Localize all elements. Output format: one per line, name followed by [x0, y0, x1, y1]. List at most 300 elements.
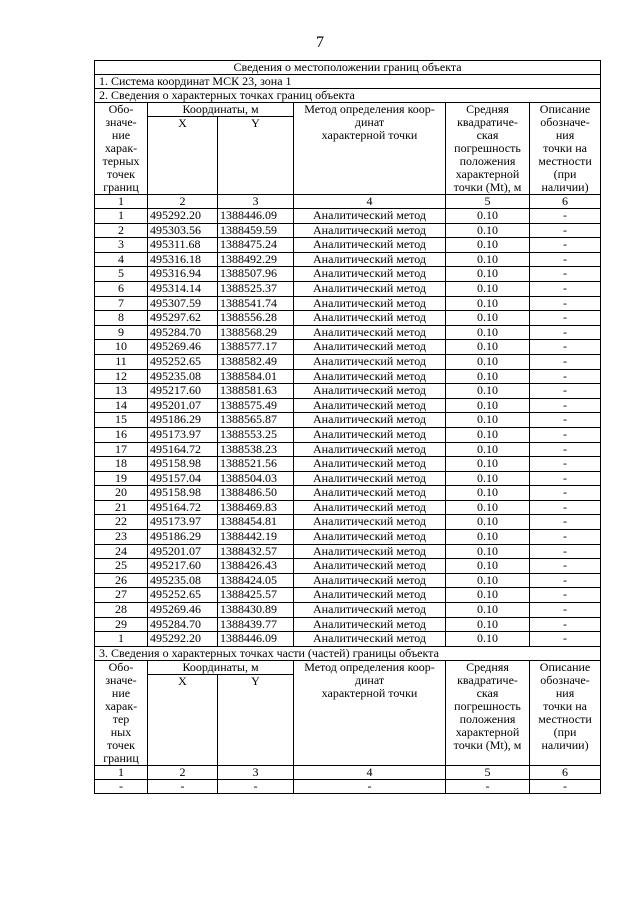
- error-header: [446, 103, 530, 195]
- x-coordinate: 495217.60: [148, 384, 218, 399]
- point-number: 22: [95, 515, 148, 530]
- point-number: 3: [95, 238, 148, 253]
- mean-error: 0.10: [446, 354, 530, 369]
- header-line: обозначе-: [540, 115, 590, 129]
- x-coordinate: 495201.07: [148, 544, 218, 559]
- table-row: [95, 457, 601, 472]
- x-coordinate: 495164.72: [148, 500, 218, 515]
- section-2-row: [95, 89, 601, 103]
- method: Аналитический метод: [294, 311, 446, 326]
- column-number: 2: [148, 765, 218, 779]
- mean-error: 0.10: [446, 442, 530, 457]
- method: Аналитический метод: [294, 442, 446, 457]
- header-line: харак-: [104, 698, 138, 713]
- column-number: 3: [218, 765, 294, 779]
- table-row: [95, 340, 601, 355]
- x-coordinate: 495269.46: [148, 340, 218, 355]
- section-2-header-row-1: [95, 103, 601, 117]
- x-coordinate: 495252.65: [148, 588, 218, 603]
- header-line: ния: [555, 685, 575, 700]
- mean-error: 0.10: [446, 471, 530, 486]
- section-1-title: 1. Система координат МСК 23, зона 1: [95, 75, 601, 89]
- description: -: [530, 252, 601, 267]
- x-coordinate: 495284.70: [148, 617, 218, 632]
- mean-error: 0.10: [446, 384, 530, 399]
- mean-error: 0.10: [446, 603, 530, 618]
- column-number: 6: [530, 195, 601, 209]
- mean-error: 0.10: [446, 573, 530, 588]
- y-coordinate: 1388426.43: [218, 559, 294, 574]
- designation-header: [95, 103, 148, 195]
- section-2-column-numbers: [95, 195, 601, 209]
- x-coordinate: 495201.07: [148, 398, 218, 413]
- table-row: [95, 267, 601, 282]
- method: Аналитический метод: [294, 223, 446, 238]
- column-number: 1: [95, 195, 148, 209]
- point-number: 7: [95, 296, 148, 311]
- table-row: [95, 442, 601, 457]
- x-coordinate: 495303.56: [148, 223, 218, 238]
- section-3-header-row-1: [95, 660, 601, 674]
- table-row: [95, 238, 601, 253]
- table-row: [95, 296, 601, 311]
- method: Аналитический метод: [294, 296, 446, 311]
- y-coordinate: 1388469.83: [218, 500, 294, 515]
- header-line: точки (Mt), м: [453, 180, 522, 194]
- method: Аналитический метод: [294, 238, 446, 253]
- table-row: [95, 252, 601, 267]
- table-row: [95, 515, 601, 530]
- method: Аналитический метод: [294, 384, 446, 399]
- description: -: [530, 413, 601, 428]
- header-line: границ: [103, 750, 139, 765]
- x-coordinate: 495307.59: [148, 296, 218, 311]
- header-line: Обо-: [108, 102, 134, 116]
- point-number: 1: [95, 209, 148, 224]
- point-number: 10: [95, 340, 148, 355]
- table-row: [95, 500, 601, 515]
- description: -: [530, 486, 601, 501]
- description: -: [530, 603, 601, 618]
- header-line: наличии): [541, 737, 589, 752]
- description: -: [530, 588, 601, 603]
- method: Аналитический метод: [294, 354, 446, 369]
- section-3-column-numbers: [95, 765, 601, 779]
- mean-error: 0.10: [446, 413, 530, 428]
- point-number: -: [95, 779, 148, 794]
- point-number: 15: [95, 413, 148, 428]
- point-number: 2: [95, 223, 148, 238]
- description: -: [530, 544, 601, 559]
- mean-error: 0.10: [446, 209, 530, 224]
- point-number: 16: [95, 427, 148, 442]
- point-number: 26: [95, 573, 148, 588]
- method: Аналитический метод: [294, 325, 446, 340]
- table-row: [95, 530, 601, 545]
- description: -: [530, 442, 601, 457]
- page-number: 7: [316, 34, 324, 51]
- header-line: погрешность: [454, 141, 521, 155]
- y-coordinate: 1388475.24: [218, 238, 294, 253]
- mean-error: 0.10: [446, 588, 530, 603]
- method: Аналитический метод: [294, 573, 446, 588]
- method: Аналитический метод: [294, 427, 446, 442]
- y-header: Y: [218, 674, 294, 765]
- x-coordinate: 495269.46: [148, 603, 218, 618]
- column-number: 1: [95, 765, 148, 779]
- x-coordinate: 495297.62: [148, 311, 218, 326]
- method: Аналитический метод: [294, 632, 446, 647]
- mean-error: 0.10: [446, 238, 530, 253]
- x-coordinate: 495157.04: [148, 471, 218, 486]
- description: -: [530, 311, 601, 326]
- header-line: характерной точки: [321, 685, 418, 700]
- method: Аналитический метод: [294, 369, 446, 384]
- method: Аналитический метод: [294, 398, 446, 413]
- column-number: 6: [530, 765, 601, 779]
- table-row: [95, 427, 601, 442]
- method: Аналитический метод: [294, 340, 446, 355]
- table-row: [95, 281, 601, 296]
- point-number: 14: [95, 398, 148, 413]
- header-line: тер: [112, 711, 130, 726]
- table-row: [95, 325, 601, 340]
- y-coordinate: 1388507.96: [218, 267, 294, 282]
- table-row: [95, 603, 601, 618]
- x-coordinate: 495158.98: [148, 486, 218, 501]
- method: Аналитический метод: [294, 544, 446, 559]
- mean-error: 0.10: [446, 281, 530, 296]
- y-coordinate: -: [218, 779, 294, 794]
- mean-error: 0.10: [446, 457, 530, 472]
- x-header: X: [148, 674, 218, 765]
- y-coordinate: 1388541.74: [218, 296, 294, 311]
- description: -: [530, 369, 601, 384]
- y-coordinate: 1388432.57: [218, 544, 294, 559]
- mean-error: 0.10: [446, 427, 530, 442]
- mean-error: 0.10: [446, 398, 530, 413]
- mean-error: 0.10: [446, 325, 530, 340]
- method: Аналитический метод: [294, 617, 446, 632]
- mean-error: 0.10: [446, 515, 530, 530]
- table-row: [95, 559, 601, 574]
- table-row: [95, 369, 601, 384]
- header-line: ние: [111, 128, 131, 142]
- description-header: [530, 103, 601, 195]
- y-coordinate: 1388486.50: [218, 486, 294, 501]
- description: -: [530, 281, 601, 296]
- x-coordinate: -: [148, 779, 218, 794]
- y-coordinate: 1388575.49: [218, 398, 294, 413]
- table-row: [95, 486, 601, 501]
- header-line: точки на: [543, 141, 587, 155]
- header-line: точек: [107, 167, 135, 181]
- section-2-title: 2. Сведения о характерных точках границ объекта: [95, 89, 601, 103]
- coordinates-header: Координаты, м: [148, 103, 294, 117]
- section-3-row: [95, 646, 601, 660]
- y-coordinate: 1388492.29: [218, 252, 294, 267]
- mean-error: 0.10: [446, 223, 530, 238]
- header-line: Описание: [539, 660, 591, 674]
- header-line: харак-: [104, 141, 138, 155]
- method-header: [294, 103, 446, 195]
- column-number: 5: [446, 195, 530, 209]
- header-line: (при: [553, 724, 577, 739]
- y-coordinate: 1388582.49: [218, 354, 294, 369]
- mean-error: 0.10: [446, 252, 530, 267]
- mean-error: 0.10: [446, 340, 530, 355]
- y-coordinate: 1388459.59: [218, 223, 294, 238]
- method: Аналитический метод: [294, 603, 446, 618]
- point-number: 5: [95, 267, 148, 282]
- designation-header: [95, 660, 148, 765]
- method: Аналитический метод: [294, 559, 446, 574]
- point-number: 21: [95, 500, 148, 515]
- header-line: Средняя: [466, 102, 509, 116]
- y-coordinate: 1388581.63: [218, 384, 294, 399]
- header-line: Метод определения коор-: [304, 102, 435, 116]
- point-number: 1: [95, 632, 148, 647]
- description: -: [530, 515, 601, 530]
- table-row: [95, 471, 601, 486]
- header-line: Обо-: [108, 660, 134, 674]
- mean-error: 0.10: [446, 544, 530, 559]
- point-number: 29: [95, 617, 148, 632]
- header-line: обозначе-: [540, 672, 590, 687]
- table-row: [95, 413, 601, 428]
- header-line: ных: [110, 724, 132, 739]
- description: -: [530, 238, 601, 253]
- header-line: точек: [107, 737, 135, 752]
- point-number: 6: [95, 281, 148, 296]
- header-line: значе-: [105, 672, 137, 687]
- description: -: [530, 296, 601, 311]
- method: -: [294, 779, 446, 794]
- table-row: [95, 311, 601, 326]
- y-header: Y: [218, 117, 294, 195]
- x-coordinate: 495252.65: [148, 354, 218, 369]
- method: Аналитический метод: [294, 413, 446, 428]
- header-line: точки (Mt), м: [453, 737, 522, 752]
- x-coordinate: 495217.60: [148, 559, 218, 574]
- description: -: [530, 779, 601, 794]
- point-number: 18: [95, 457, 148, 472]
- y-coordinate: 1388446.09: [218, 632, 294, 647]
- column-number: 4: [294, 195, 446, 209]
- point-number: 27: [95, 588, 148, 603]
- table-title-row: [95, 61, 601, 75]
- method: Аналитический метод: [294, 588, 446, 603]
- header-line: ния: [555, 128, 575, 142]
- y-coordinate: 1388525.37: [218, 281, 294, 296]
- coordinates-table: [94, 60, 601, 794]
- y-coordinate: 1388556.28: [218, 311, 294, 326]
- x-coordinate: 495173.97: [148, 515, 218, 530]
- mean-error: 0.10: [446, 267, 530, 282]
- table-row: [95, 544, 601, 559]
- mean-error: 0.10: [446, 369, 530, 384]
- x-coordinate: 495311.68: [148, 238, 218, 253]
- y-coordinate: 1388424.05: [218, 573, 294, 588]
- header-line: местности: [538, 711, 592, 726]
- x-coordinate: 495235.08: [148, 369, 218, 384]
- description: -: [530, 632, 601, 647]
- description: -: [530, 457, 601, 472]
- x-coordinate: 495292.20: [148, 209, 218, 224]
- coordinates-header: Координаты, м: [148, 660, 294, 674]
- table-title: Сведения о местоположении границ объекта: [95, 61, 601, 75]
- point-number: 28: [95, 603, 148, 618]
- header-line: наличии): [541, 180, 589, 194]
- header-line: (при: [553, 167, 577, 181]
- description: -: [530, 325, 601, 340]
- y-coordinate: 1388521.56: [218, 457, 294, 472]
- method: Аналитический метод: [294, 457, 446, 472]
- header-line: терных: [102, 154, 140, 168]
- section-1-row: [95, 75, 601, 89]
- description: -: [530, 223, 601, 238]
- method: Аналитический метод: [294, 252, 446, 267]
- column-number: 2: [148, 195, 218, 209]
- y-coordinate: 1388577.17: [218, 340, 294, 355]
- header-line: характерной точки: [321, 128, 418, 142]
- header-line: Описание: [539, 102, 591, 116]
- table-row: [95, 398, 601, 413]
- mean-error: 0.10: [446, 632, 530, 647]
- description: -: [530, 559, 601, 574]
- header-line: положения: [459, 154, 516, 168]
- y-coordinate: 1388565.87: [218, 413, 294, 428]
- header-line: значе-: [105, 115, 137, 129]
- description: -: [530, 267, 601, 282]
- table-row: [95, 632, 601, 647]
- method: Аналитический метод: [294, 486, 446, 501]
- x-coordinate: 495186.29: [148, 413, 218, 428]
- description: -: [530, 398, 601, 413]
- method: Аналитический метод: [294, 209, 446, 224]
- error-header: [446, 660, 530, 765]
- mean-error: 0.10: [446, 311, 530, 326]
- x-coordinate: 495316.94: [148, 267, 218, 282]
- point-number: 12: [95, 369, 148, 384]
- header-line: квадратиче-: [457, 115, 518, 129]
- header-line: ние: [111, 685, 131, 700]
- table-row: [95, 384, 601, 399]
- x-coordinate: 495186.29: [148, 530, 218, 545]
- table-row: [95, 354, 601, 369]
- method: Аналитический метод: [294, 267, 446, 282]
- point-number: 13: [95, 384, 148, 399]
- y-coordinate: 1388430.89: [218, 603, 294, 618]
- table-row: [95, 209, 601, 224]
- header-line: квадратиче-: [457, 672, 518, 687]
- y-coordinate: 1388439.77: [218, 617, 294, 632]
- description: -: [530, 530, 601, 545]
- method: Аналитический метод: [294, 471, 446, 486]
- y-coordinate: 1388553.25: [218, 427, 294, 442]
- table-row: [95, 617, 601, 632]
- mean-error: 0.10: [446, 530, 530, 545]
- method-header: [294, 660, 446, 765]
- header-line: погрешность: [454, 698, 521, 713]
- method: Аналитический метод: [294, 530, 446, 545]
- x-coordinate: 495235.08: [148, 573, 218, 588]
- description: -: [530, 617, 601, 632]
- header-line: Метод определения коор-: [304, 660, 435, 674]
- header-line: характерной: [455, 167, 520, 181]
- header-line: ская: [476, 128, 499, 142]
- header-line: динат: [354, 672, 385, 687]
- mean-error: 0.10: [446, 617, 530, 632]
- y-coordinate: 1388584.01: [218, 369, 294, 384]
- point-number: 23: [95, 530, 148, 545]
- x-coordinate: 495284.70: [148, 325, 218, 340]
- description: -: [530, 427, 601, 442]
- table-row: [95, 223, 601, 238]
- point-number: 24: [95, 544, 148, 559]
- header-line: местности: [538, 154, 592, 168]
- column-number: 5: [446, 765, 530, 779]
- point-number: 4: [95, 252, 148, 267]
- header-line: границ: [103, 180, 139, 194]
- header-line: положения: [459, 711, 516, 726]
- column-number: 4: [294, 765, 446, 779]
- x-coordinate: 495292.20: [148, 632, 218, 647]
- description: -: [530, 573, 601, 588]
- method: Аналитический метод: [294, 500, 446, 515]
- x-header: X: [148, 117, 218, 195]
- column-number: 3: [218, 195, 294, 209]
- section-3-title: 3. Сведения о характерных точках части (частей) границы объекта: [95, 646, 601, 660]
- description: -: [530, 354, 601, 369]
- header-line: характерной: [455, 724, 520, 739]
- y-coordinate: 1388442.19: [218, 530, 294, 545]
- y-coordinate: 1388504.03: [218, 471, 294, 486]
- header-line: точки на: [543, 698, 587, 713]
- method: Аналитический метод: [294, 515, 446, 530]
- description-header: [530, 660, 601, 765]
- table-row: [95, 588, 601, 603]
- mean-error: 0.10: [446, 559, 530, 574]
- description: -: [530, 340, 601, 355]
- description: -: [530, 471, 601, 486]
- point-number: 9: [95, 325, 148, 340]
- description: -: [530, 209, 601, 224]
- y-coordinate: 1388425.57: [218, 588, 294, 603]
- point-number: 19: [95, 471, 148, 486]
- description: -: [530, 384, 601, 399]
- y-coordinate: 1388538.23: [218, 442, 294, 457]
- x-coordinate: 495314.14: [148, 281, 218, 296]
- y-coordinate: 1388568.29: [218, 325, 294, 340]
- point-number: 8: [95, 311, 148, 326]
- method: Аналитический метод: [294, 281, 446, 296]
- y-coordinate: 1388446.09: [218, 209, 294, 224]
- y-coordinate: 1388454.81: [218, 515, 294, 530]
- description: -: [530, 500, 601, 515]
- x-coordinate: 495164.72: [148, 442, 218, 457]
- x-coordinate: 495158.98: [148, 457, 218, 472]
- table-row: [95, 573, 601, 588]
- point-number: 11: [95, 354, 148, 369]
- mean-error: 0.10: [446, 500, 530, 515]
- point-number: 20: [95, 486, 148, 501]
- point-number: 17: [95, 442, 148, 457]
- mean-error: 0.10: [446, 296, 530, 311]
- header-line: Средняя: [466, 660, 509, 674]
- header-line: динат: [354, 115, 385, 129]
- header-line: ская: [476, 685, 499, 700]
